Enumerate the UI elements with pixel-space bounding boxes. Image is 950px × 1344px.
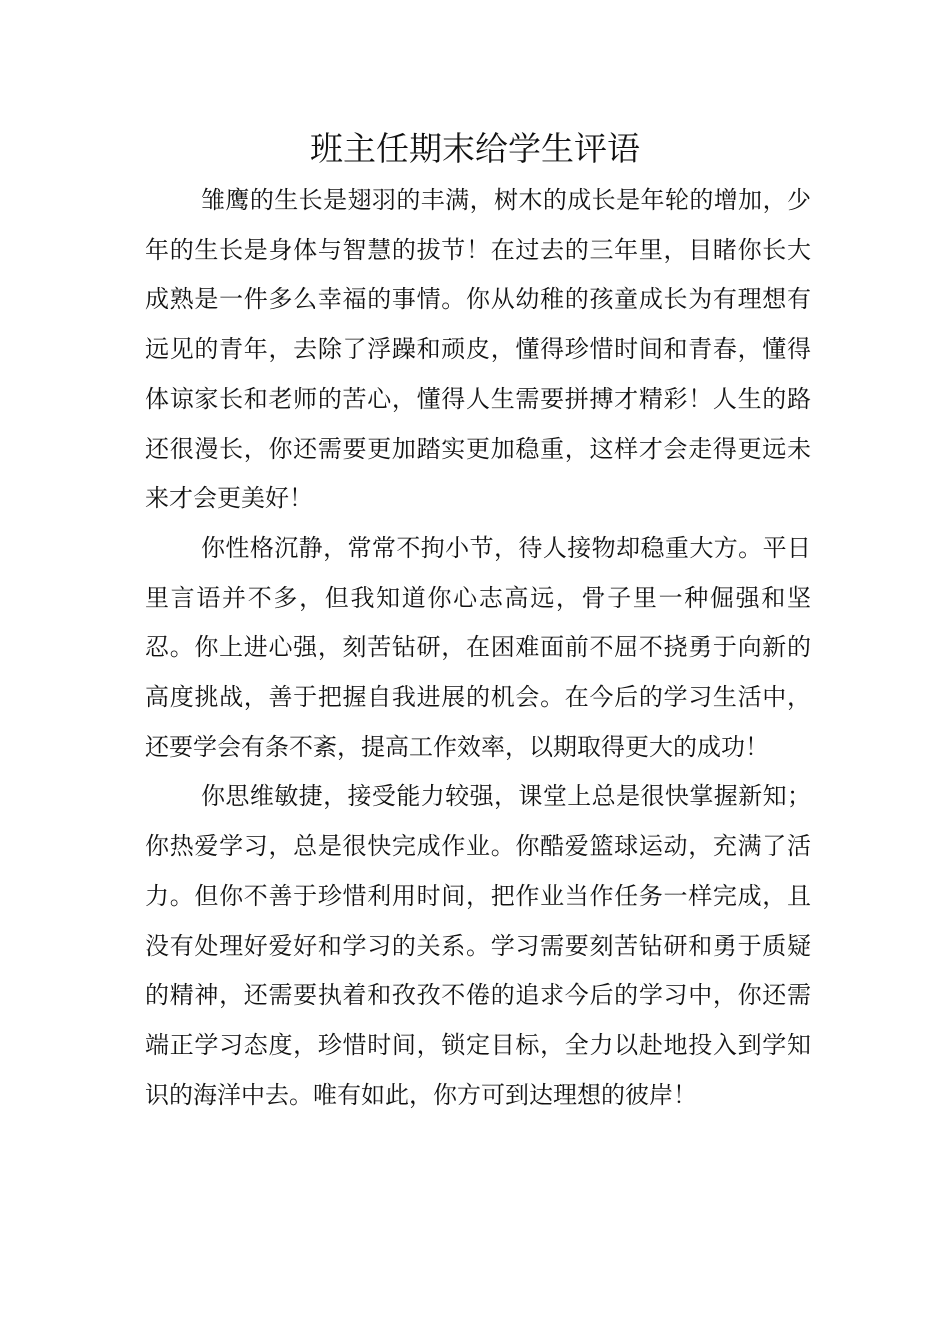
document-title: 班主任期末给学生评语 <box>310 129 640 168</box>
paragraph-3: 你思维敏捷，接受能力较强，课堂上总是很快掌握新知；你热爱学习，总是很快完成作业。你酷爱篮球运动，充满了活力。但你不善于珍惜利用时间，把作业当作任务一样完成，且没有处理好爱好和学习的关系。学习需要刻苦钻研和勇于质疑的精神，还需要执着和孜孜不倦的追求今后的学习中，你还需端正学习态度，珍惜时间，锁定目标，全力以赴地投入到学知识的海洋中去。唯有如此，你方可到达理想的彼岸！ <box>145 782 811 1109</box>
document-body <box>145 176 811 1120</box>
paragraph-2: 你性格沉静，常常不拘小节，待人接物却稳重大方。平日里言语并不多，但我知道你心志高远，骨子里一种倔强和坚忍。你上进心强，刻苦钻研，在困难面前不屈不挠勇于向新的高度挑战，善于把握自我进展的机会。在今后的学习生活中，还要学会有条不紊，提高工作效率，以期取得更大的成功！ <box>145 533 811 761</box>
paragraph-1: 雏鹰的生长是翅羽的丰满，树木的成长是年轮的增加，少年的生长是身体与智慧的拔节！在过去的三年里，目睹你长大成熟是一件多么幸福的事情。你从幼稚的孩童成长为有理想有远见的青年，去除了浮躁和顽皮，懂得珍惜时间和青春，懂得体谅家长和老师的苦心，懂得人生需要拼搏才精彩！人生的路还很漫长，你还需要更加踏实更加稳重，这样才会走得更远未来才会更美好！ <box>145 186 811 513</box>
